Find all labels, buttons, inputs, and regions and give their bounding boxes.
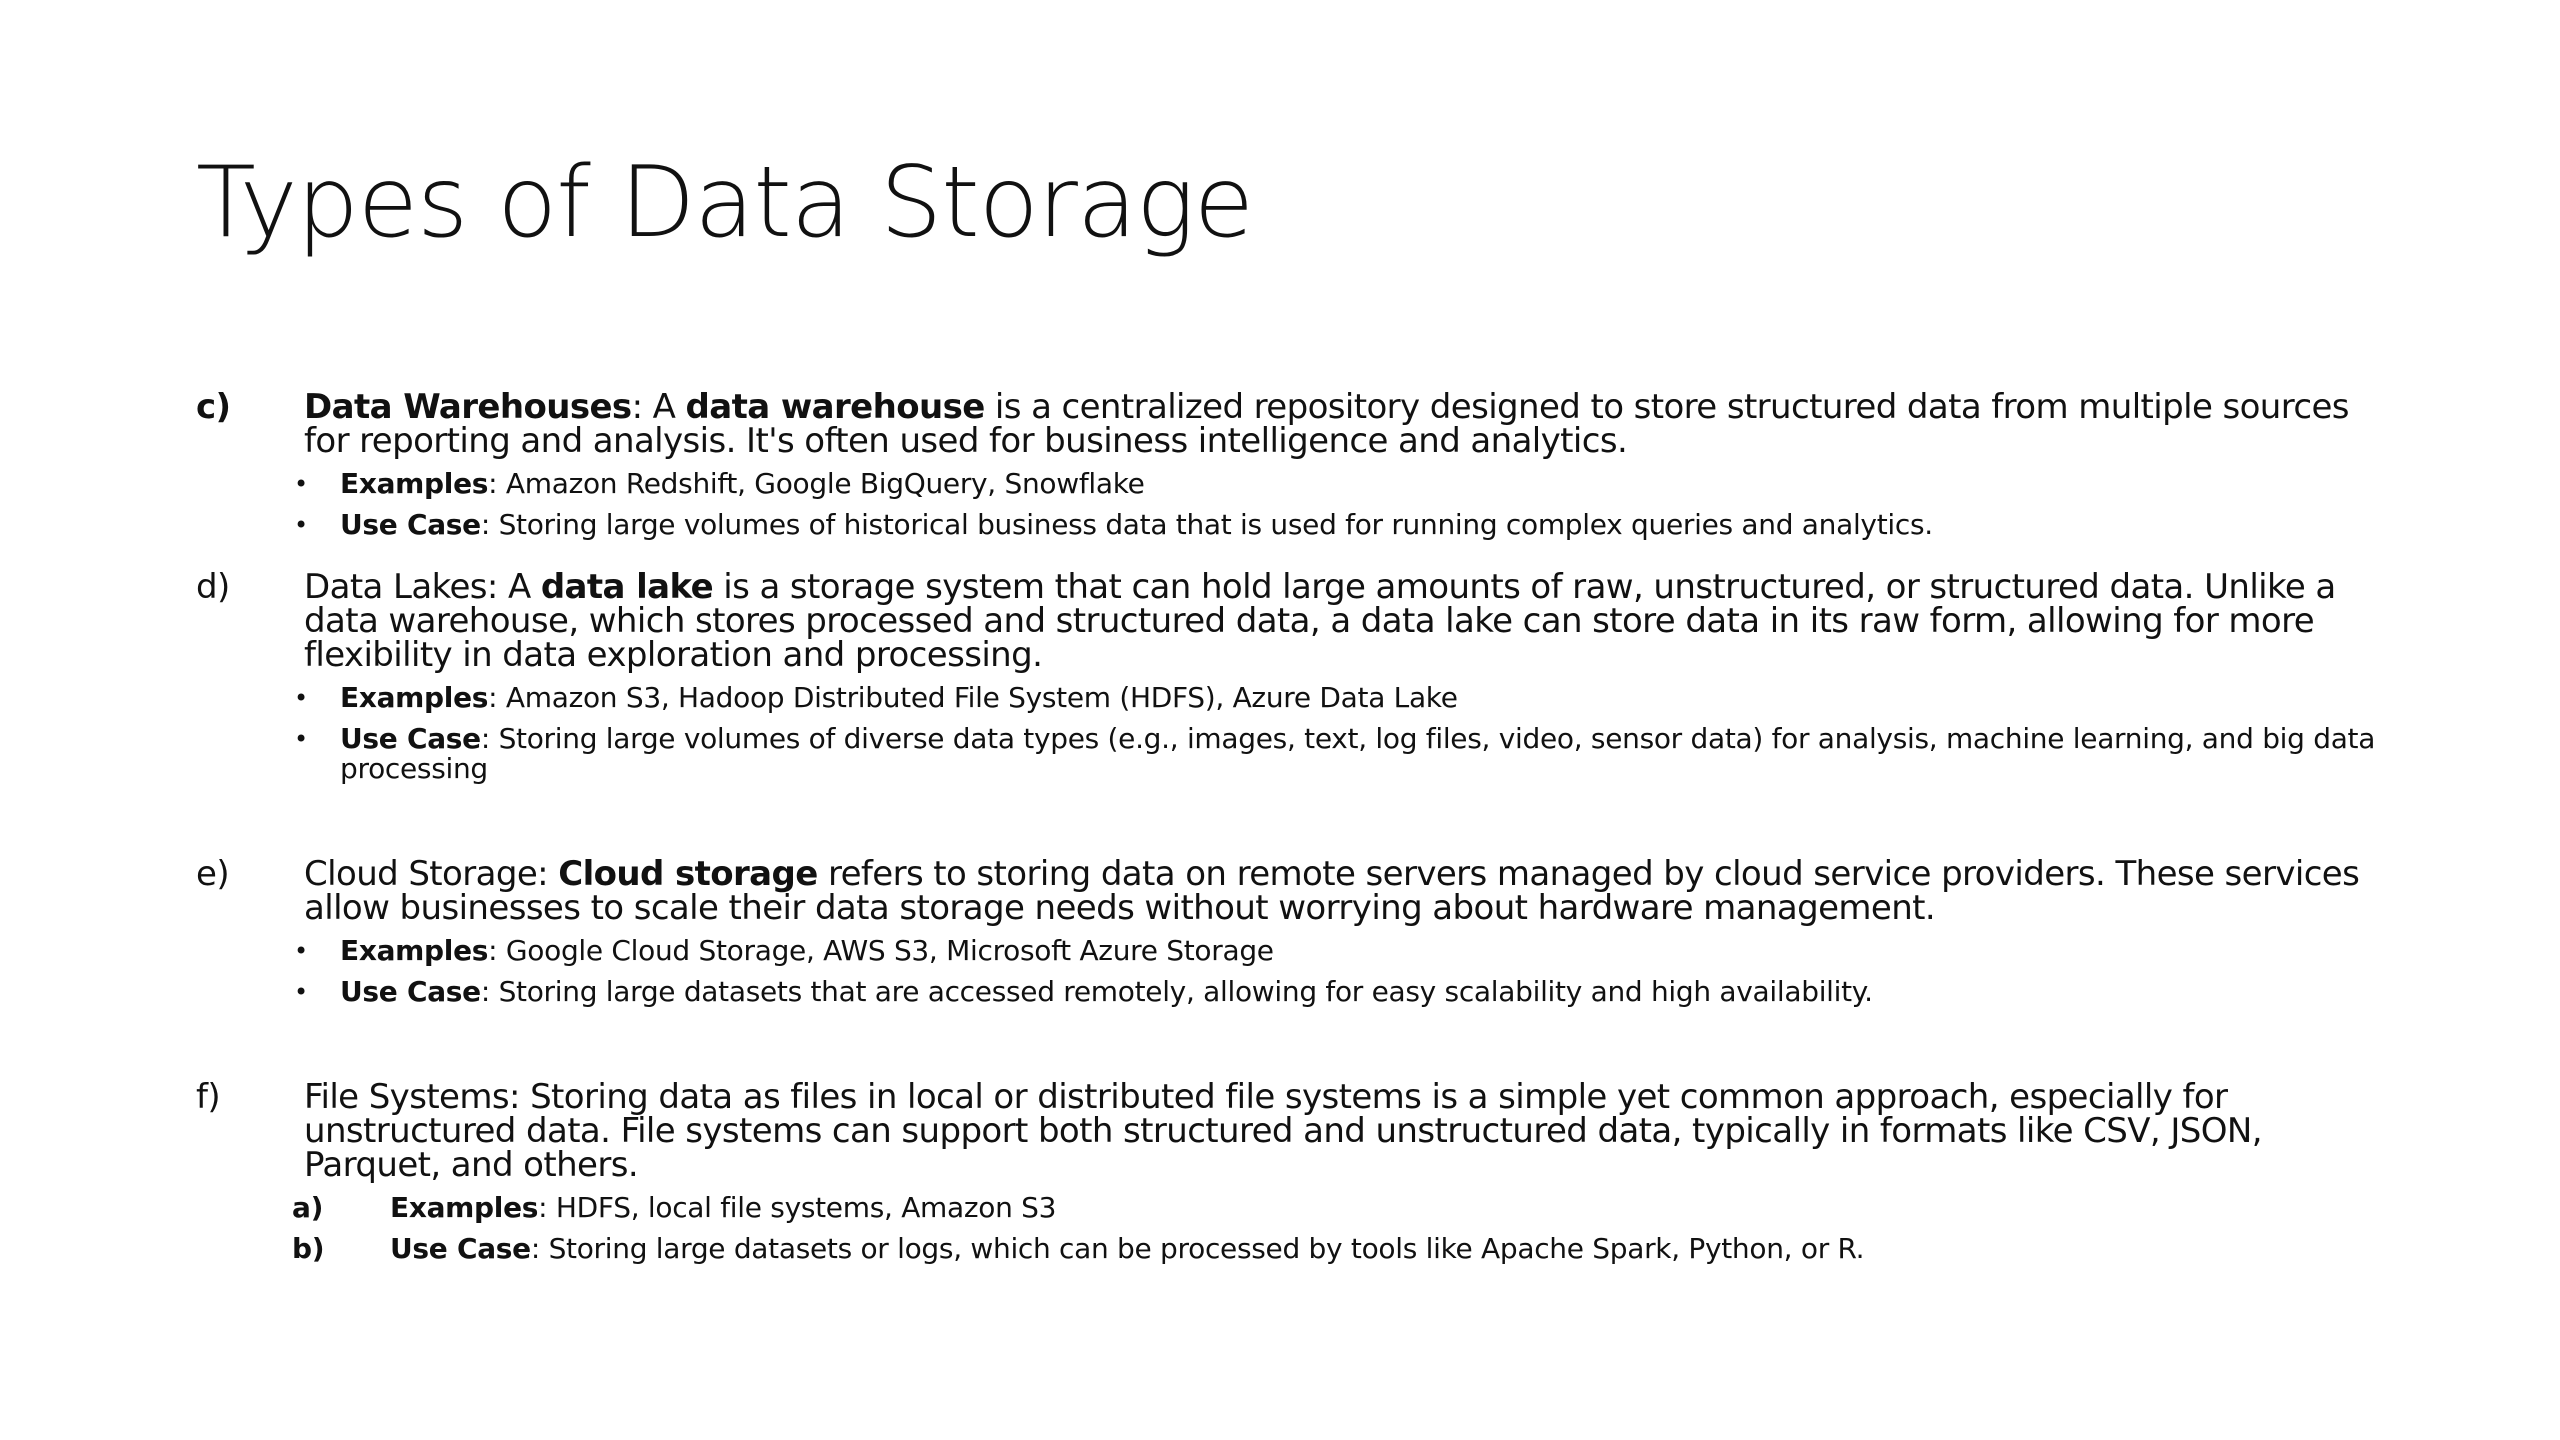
list-item-examples (196, 469, 2396, 499)
bullet-label: Use Case (340, 722, 481, 755)
section-letter: c) (196, 387, 231, 427)
section-term: data lake (540, 567, 714, 607)
bullet-text: : Storing large datasets or logs, which can be processed by tools like Apache Spark, Python, or R. (530, 1232, 1865, 1265)
section-paragraph (196, 854, 2396, 928)
section-heading: Data Lakes: A (304, 567, 541, 607)
section-term: data warehouse (685, 387, 985, 427)
bullet-label: Use Case (340, 508, 481, 541)
section-text: refers to storing data on remote servers managed by cloud service providers. These services allow businesses to scale their data storage needs without worrying about hardware management. (304, 854, 2360, 928)
list-item-examples (196, 1193, 2396, 1223)
bullet-glyph: • (294, 684, 308, 712)
bullet-text: : Amazon S3, Hadoop Distributed File System (HDFS), Azure Data Lake (488, 681, 1458, 714)
section-paragraph (196, 387, 2396, 461)
section-term: Cloud storage (558, 854, 818, 894)
bullet-text: : Storing large volumes of diverse data types (e.g., images, text, log files, video, sensor data) for analysis, machine learning, and big data processing (340, 722, 2376, 785)
bullet-label: Examples (390, 1191, 539, 1224)
section-text: File Systems: Storing data as files in local or distributed file systems is a simple yet common approach, especially for unstructured data. File systems can support both structured and unstructured data, typically in formats like CSV, JSON, Parquet, and others. (304, 1077, 2262, 1185)
bullet-text: : HDFS, local file systems, Amazon S3 (538, 1191, 1057, 1224)
bullet-text: : Storing large volumes of historical business data that is used for running complex queries and analytics. (480, 508, 1933, 541)
section-text: is a centralized repository designed to store structured data from multiple sources for reporting and analysis. It's often used for business intelligence and analytics. (304, 387, 2349, 461)
section-data-lakes (196, 567, 2396, 785)
list-letter: a) (292, 1191, 324, 1224)
section-heading-separator: : A (631, 387, 686, 427)
bullet-glyph: • (294, 725, 308, 753)
bullet-text: : Amazon Redshift, Google BigQuery, Snowflake (488, 467, 1145, 500)
slide-title: Types of Data Storage (196, 146, 1254, 260)
bullet-text: : Google Cloud Storage, AWS S3, Microsoft Azure Storage (488, 934, 1274, 967)
bullet-glyph: • (294, 470, 308, 498)
section-data-warehouses (196, 387, 2396, 541)
bullet-list (196, 683, 2396, 784)
section-paragraph (196, 1077, 2396, 1185)
section-letter: f) (196, 1077, 221, 1117)
section-heading: Cloud Storage: (304, 854, 559, 894)
section-cloud-storage (196, 854, 2396, 1008)
list-item-use-case (196, 724, 2396, 784)
list-item-use-case (196, 977, 2396, 1007)
section-heading: Data Warehouses (304, 387, 632, 427)
list-item-examples (196, 936, 2396, 966)
bullet-label: Use Case (390, 1232, 531, 1265)
bullet-glyph: • (294, 978, 308, 1006)
list-letter: b) (292, 1232, 325, 1265)
lettered-list (196, 1193, 2396, 1264)
bullet-label: Use Case (340, 975, 481, 1008)
list-item-use-case (196, 510, 2396, 540)
bullet-label: Examples (340, 934, 489, 967)
list-item-use-case (196, 1234, 2396, 1264)
bullet-list (196, 469, 2396, 540)
section-text: is a storage system that can hold large amounts of raw, unstructured, or structured data. Unlike a data warehouse, which stores processed and structured data, a data lake can store data in its raw form, allowing for more flexibility in data exploration and processing. (304, 567, 2336, 675)
bullet-text: : Storing large datasets that are accessed remotely, allowing for easy scalability and high availability. (480, 975, 1873, 1008)
bullet-label: Examples (340, 467, 489, 500)
section-letter: d) (196, 567, 230, 607)
bullet-label: Examples (340, 681, 489, 714)
section-file-systems (196, 1077, 2396, 1265)
bullet-glyph: • (294, 511, 308, 539)
list-item-examples (196, 683, 2396, 713)
bullet-glyph: • (294, 937, 308, 965)
bullet-list (196, 936, 2396, 1007)
section-letter: e) (196, 854, 229, 894)
section-paragraph (196, 567, 2396, 675)
